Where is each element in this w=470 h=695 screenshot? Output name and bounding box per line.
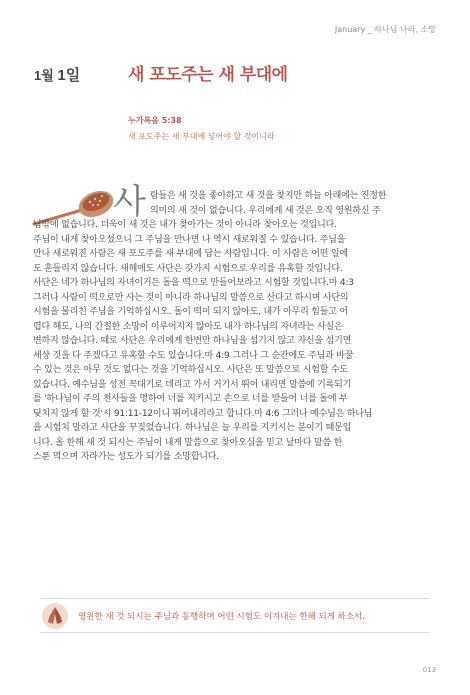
body-line: 스푼 먹으며 자라가는 성도가 되기를 소망합니다. xyxy=(33,452,219,462)
body-line: 를 '하나님이 주의 천사들을 명하여 너를 지키시고 손으로 너를 받들어 너를 돌에 부 xyxy=(33,394,348,404)
scripture-verse: 새 포도주는 새 부대에 넣어야 할 것이니라 xyxy=(128,132,275,141)
body-line: 도 흔들리지 않습니다. 새해에도 사단은 갖가지 시험으로 우리를 유혹할 것입니다. xyxy=(33,263,343,274)
body-line: 시험을 물리친 주님을 기억하십시오. 돌이 떡이 되지 않아도, 내가 아무리 힘들고 어 xyxy=(33,307,348,317)
body-line: 딪치지 않게 할 것'시 91:11-12이니 뛰어내리라고 합니다.마 4:6 그러나 예수님은 하나님 xyxy=(33,408,373,419)
body-line: 님밖에 없습니다. 더욱이 새 것은 내가 찾아가는 것이 아니라 찾아오는 것입니다. xyxy=(33,220,337,230)
page-number: 013 xyxy=(422,666,436,674)
body-line: 람들은 새 것을 좋아하고 새 것을 찾지만 하늘 아래에는 진정한 xyxy=(150,191,387,201)
body-line: 수 있는 것은 아무 것도 없다는 것을 기억하십시오. 사단은 또 말씀으로 시험할 수도 xyxy=(33,365,348,375)
body-line: 의미의 새 것이 없습니다. 우리에게 새 것은 오직 영원하신 주 xyxy=(150,205,381,216)
body-line: 그러나 사람이 떡으로만 사는 것이 아니라 하나님의 말씀으로 산다고 하시며 사단의 xyxy=(33,292,349,303)
prayer-divider-top xyxy=(40,598,430,599)
body-line: 변하지 않습니다. 때로 사단은 우리에게 한번만 하나님을 섬기지 않고 자신을 섬기면 xyxy=(33,336,352,346)
entry-month: 1월 xyxy=(34,68,54,83)
praying-hands-icon xyxy=(40,602,70,630)
body-line: 있습니다. 예수님을 성전 꼭대기로 데리고 가서 거기서 뛰어 내리면 말씀에 기록되기 xyxy=(33,379,352,390)
body-line: 니다. 올 한해 새 것 되시는 주님이 내게 말씀으로 찾아오심을 믿고 날마다 말씀 한 xyxy=(33,437,343,448)
entry-day: 1일 xyxy=(57,67,81,84)
body-line: 렵다 해도, 나의 간절한 소망이 이루어지지 않아도 내가 하나님의 자녀라는 사실은 xyxy=(33,321,343,332)
entry-date xyxy=(34,64,80,85)
prayer-divider-bottom xyxy=(40,632,430,633)
page-title: 새 포도주는 새 부대에 xyxy=(128,65,288,85)
body-line: 을 시험치 말라고 사단을 꾸짖었습니다. 하나님은 늘 우리를 지키시는 분이기 때문입 xyxy=(33,423,352,433)
prayer-text: 영원한 새 것 되시는 주님과 동행하며 어떤 시험도 이겨내는 한해 되게 하소서. xyxy=(78,612,365,622)
body-line: 세상 것을 다 주겠다고 유혹할 수도 있습니다.마 4:9 그러나 그 순간에도 주님과 바꿀 xyxy=(33,350,354,361)
body-line: 만나 새로워진 사람은 새 포도주를 새 부대에 담는 사람입니다. 이 사람은 어떤 일에 xyxy=(33,249,348,259)
running-header: January _ 하나님 나라, 소망 xyxy=(334,25,436,34)
scripture-reference: 누가복음 5:38 xyxy=(128,116,182,125)
drop-cap: 사 xyxy=(113,182,146,222)
body-line: 주님이 내게 찾아오셨으니 그 주님을 만나면 나 역시 새로워질 수 있습니다. 주님을 xyxy=(33,234,346,245)
body-line: 사단은 네가 하나님의 자녀이거든 돌을 떡으로 만들어보라고 시험할 것입니다.마 4:3 xyxy=(33,278,354,288)
